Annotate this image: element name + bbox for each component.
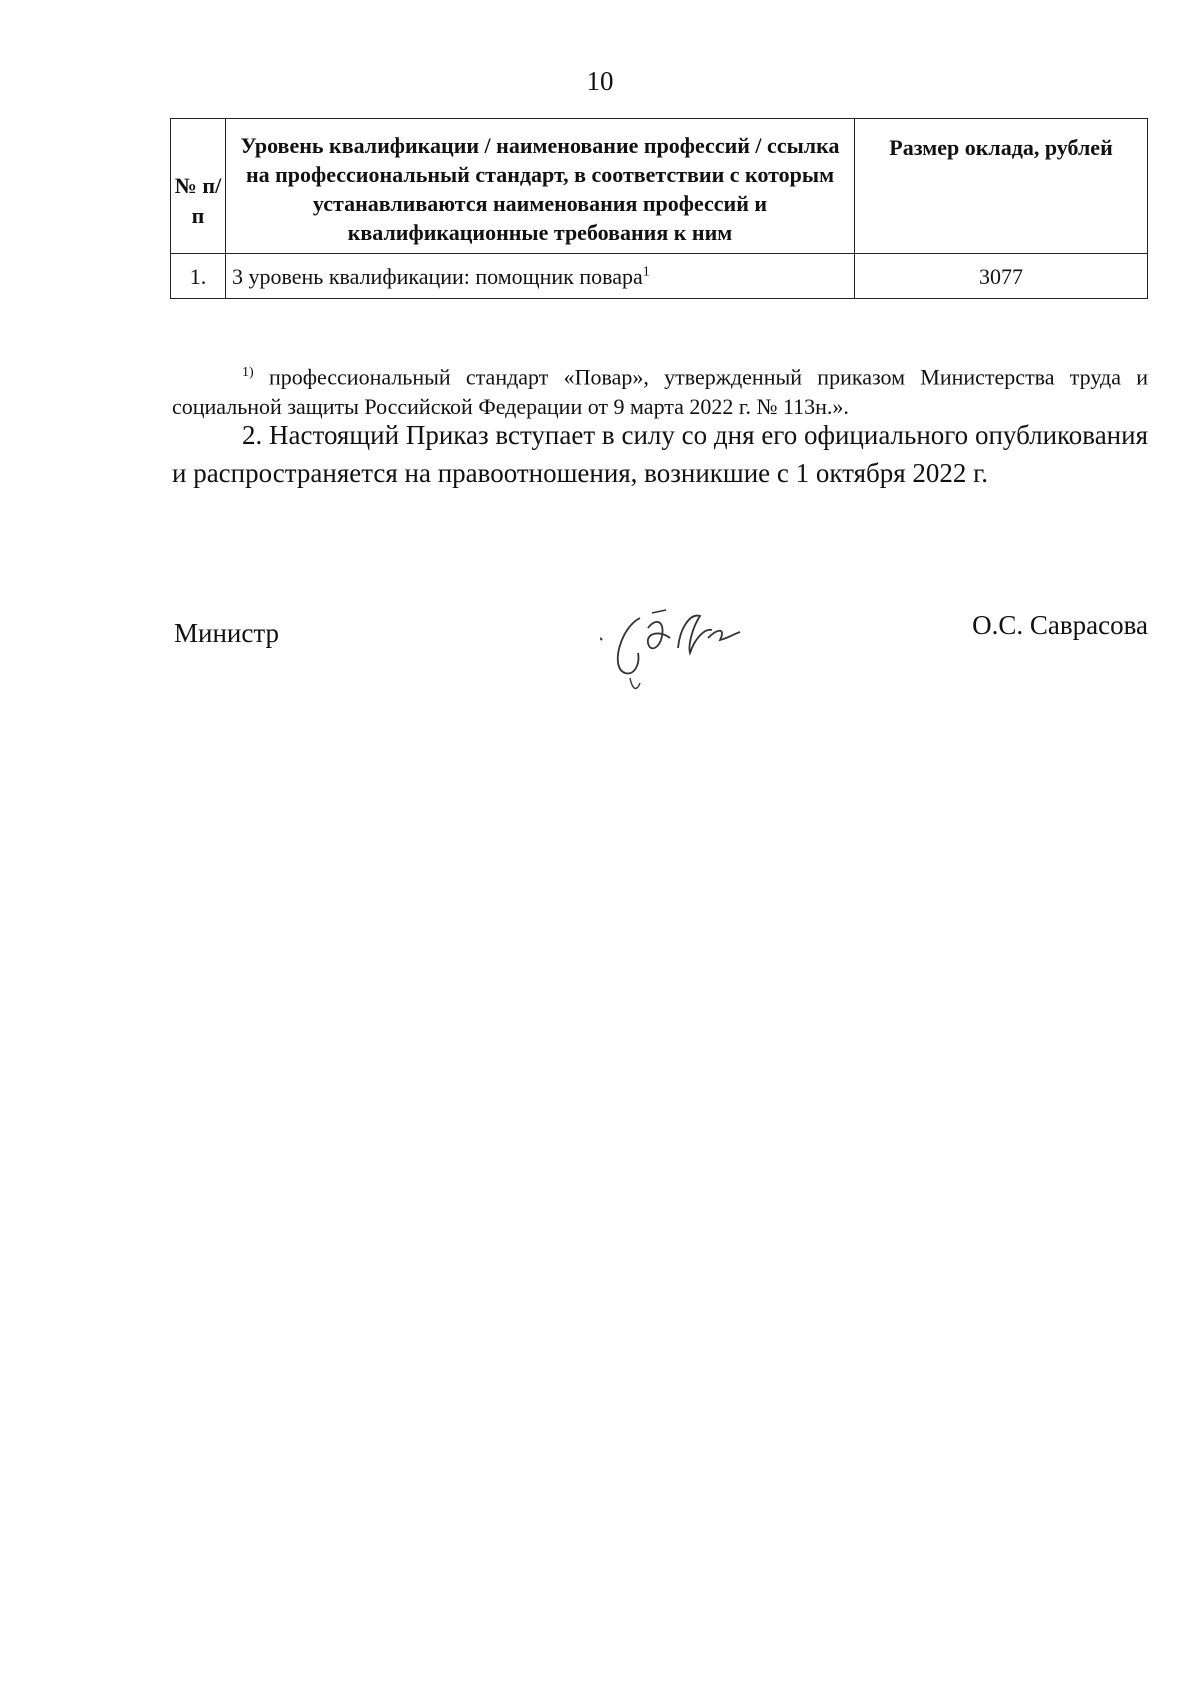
row-level-text: 3 уровень квалификации: помощник повара	[232, 264, 643, 289]
footnote	[172, 358, 1148, 422]
salary-table	[170, 118, 1148, 299]
footnote-ref: 1	[642, 264, 650, 280]
row-level	[226, 254, 855, 299]
footnote-marker: 1)	[242, 365, 254, 380]
page-number: 10	[586, 66, 614, 96]
row-num: 1.	[171, 254, 226, 299]
signature-image	[600, 598, 800, 698]
minister-name: О.С. Саврасова	[972, 610, 1148, 640]
header-salary: Размер оклада, рублей	[855, 119, 1148, 254]
minister-title: Министр	[174, 618, 279, 648]
table-row	[171, 254, 1148, 299]
footnote-text: профессиональный стандарт «Повар», утвержденный приказом Министерства труда и социальной защиты Российской Федерации от 9 марта 2022 г. № 113н.».	[172, 364, 1148, 420]
header-num: № п/п	[171, 119, 226, 254]
row-salary: 3077	[855, 254, 1148, 299]
table-header-row	[171, 119, 1148, 254]
paragraph-2: 2. Настоящий Приказ вступает в силу со дня его официального опубликования и распространяется на правоотношения, возникшие с 1 октября 2022 г.	[172, 420, 1148, 488]
header-level: Уровень квалификации / наименование профессий / ссылка на профессиональный стандарт, в соответствии с которым устанавливаются наименования профессий и квалификационные требования к ним	[226, 119, 855, 254]
